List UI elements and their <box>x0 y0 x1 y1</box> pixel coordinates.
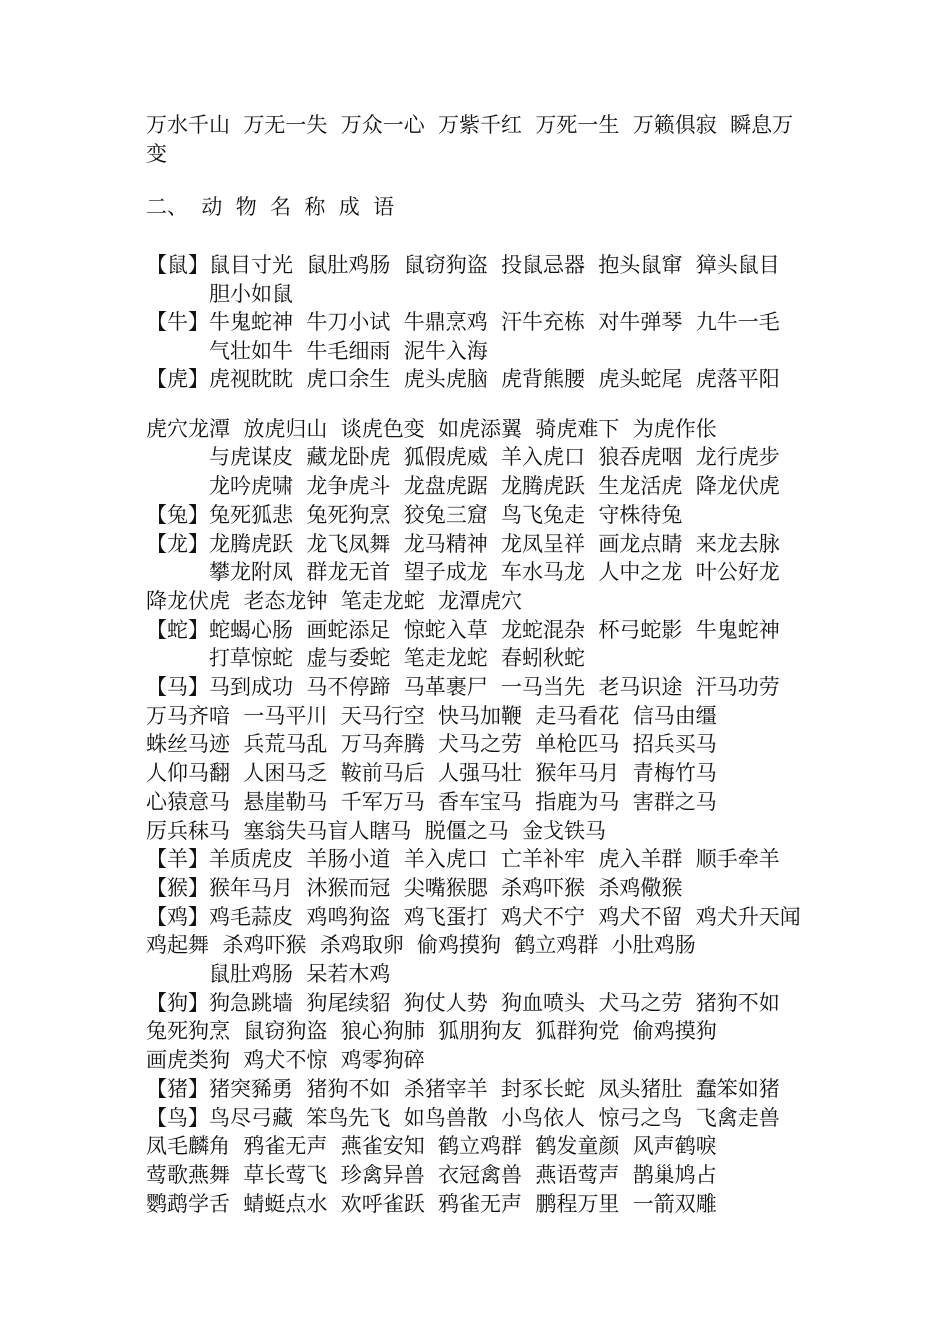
text-line: 画虎类狗 鸡犬不惊 鸡零狗碎 <box>146 1048 425 1072</box>
text-line: 万马齐喑 一马平川 天马行空 快马加鞭 走马看花 信马由缰 <box>146 704 717 728</box>
text-line: 气壮如牛 牛毛细雨 泥牛入海 <box>209 339 488 363</box>
text-line: 厉兵秣马 塞翁失马盲人瞎马 脱僵之马 金戈铁马 <box>146 819 607 843</box>
text-line: 打草惊蛇 虚与委蛇 笔走龙蛇 春蚓秋蛇 <box>209 646 586 670</box>
text-line: 虎穴龙潭 放虎归山 谈虎色变 如虎添翼 骑虎难下 为虎作伥 <box>146 417 717 441</box>
text-line: 万水千山 万无一失 万众一心 万紫千红 万死一生 万籁俱寂 瞬息万 <box>146 113 794 137</box>
text-line: 心猿意马 悬崖勒马 千军万马 香车宝马 指鹿为马 害群之马 <box>146 790 717 814</box>
text-line: 【鸡】鸡毛蒜皮 鸡鸣狗盗 鸡飞蛋打 鸡犬不宁 鸡犬不留 鸡犬升天闻 <box>146 905 801 929</box>
text-line: 与虎谋皮 藏龙卧虎 狐假虎威 羊入虎口 狼吞虎咽 龙行虎步 <box>209 445 780 469</box>
text-line: 龙吟虎啸 龙争虎斗 龙盘虎踞 龙腾虎跃 生龙活虎 降龙伏虎 <box>209 474 780 498</box>
text-line: 蛛丝马迹 兵荒马乱 万马奔腾 犬马之劳 单枪匹马 招兵买马 <box>146 732 717 756</box>
text-line: 凤毛麟角 鸦雀无声 燕雀安知 鹤立鸡群 鹤发童颜 风声鹤唳 <box>146 1134 717 1158</box>
text-line: 【鸟】鸟尽弓藏 笨鸟先飞 如鸟兽散 小鸟依人 惊弓之鸟 飞禽走兽 <box>146 1106 780 1130</box>
text-line: 【鼠】鼠目寸光 鼠肚鸡肠 鼠窃狗盗 投鼠忌器 抱头鼠窜 獐头鼠目 <box>146 253 780 277</box>
text-line: 【猴】猴年马月 沐猴而冠 尖嘴猴腮 杀鸡吓猴 杀鸡儆猴 <box>146 876 683 900</box>
text-line: 【羊】羊质虎皮 羊肠小道 羊入虎口 亡羊补牢 虎入羊群 顺手牵羊 <box>146 847 780 871</box>
text-line: 胆小如鼠 <box>209 282 293 306</box>
text-line: 【龙】龙腾虎跃 龙飞凤舞 龙马精神 龙凤呈祥 画龙点睛 来龙去脉 <box>146 532 780 556</box>
text-line: 【虎】虎视眈眈 虎口余生 虎头虎脑 虎背熊腰 虎头蛇尾 虎落平阳 <box>146 367 780 391</box>
text-line: 兔死狗烹 鼠窃狗盗 狼心狗肺 狐朋狗友 狐群狗党 偷鸡摸狗 <box>146 1019 717 1043</box>
text-line: 变 <box>146 142 167 166</box>
text-line: 鸡起舞 杀鸡吓猴 杀鸡取卵 偷鸡摸狗 鹤立鸡群 小肚鸡肠 <box>146 933 696 957</box>
text-line: 鹦鹉学舌 蜻蜓点水 欢呼雀跃 鸦雀无声 鹏程万里 一箭双雕 <box>146 1192 717 1216</box>
text-line: 攀龙附凤 群龙无首 望子成龙 车水马龙 人中之龙 叶公好龙 <box>209 560 780 584</box>
section-heading: 二、 动 物 名 称 成 语 <box>146 195 395 219</box>
text-line: 【蛇】蛇蝎心肠 画蛇添足 惊蛇入草 龙蛇混杂 杯弓蛇影 牛鬼蛇神 <box>146 618 780 642</box>
text-line: 人仰马翻 人困马乏 鞍前马后 人强马壮 猴年马月 青梅竹马 <box>146 761 717 785</box>
text-line: 莺歌燕舞 草长莺飞 珍禽异兽 衣冠禽兽 燕语莺声 鹊巢鸠占 <box>146 1163 717 1187</box>
text-line: 【兔】兔死狐悲 兔死狗烹 狡兔三窟 鸟飞兔走 守株待兔 <box>146 503 683 527</box>
text-line: 降龙伏虎 老态龙钟 笔走龙蛇 龙潭虎穴 <box>146 589 523 613</box>
text-line: 【猪】猪突豨勇 猪狗不如 杀猪宰羊 封豕长蛇 凤头猪肚 蠢笨如猪 <box>146 1077 780 1101</box>
text-line: 【狗】狗急跳墙 狗尾续貂 狗仗人势 狗血喷头 犬马之劳 猪狗不如 <box>146 991 780 1015</box>
text-line: 【牛】牛鬼蛇神 牛刀小试 牛鼎烹鸡 汗牛充栋 对牛弹琴 九牛一毛 <box>146 310 780 334</box>
text-line: 鼠肚鸡肠 呆若木鸡 <box>209 962 391 986</box>
text-line: 【马】马到成功 马不停蹄 马革裹尸 一马当先 老马识途 汗马功劳 <box>146 675 780 699</box>
